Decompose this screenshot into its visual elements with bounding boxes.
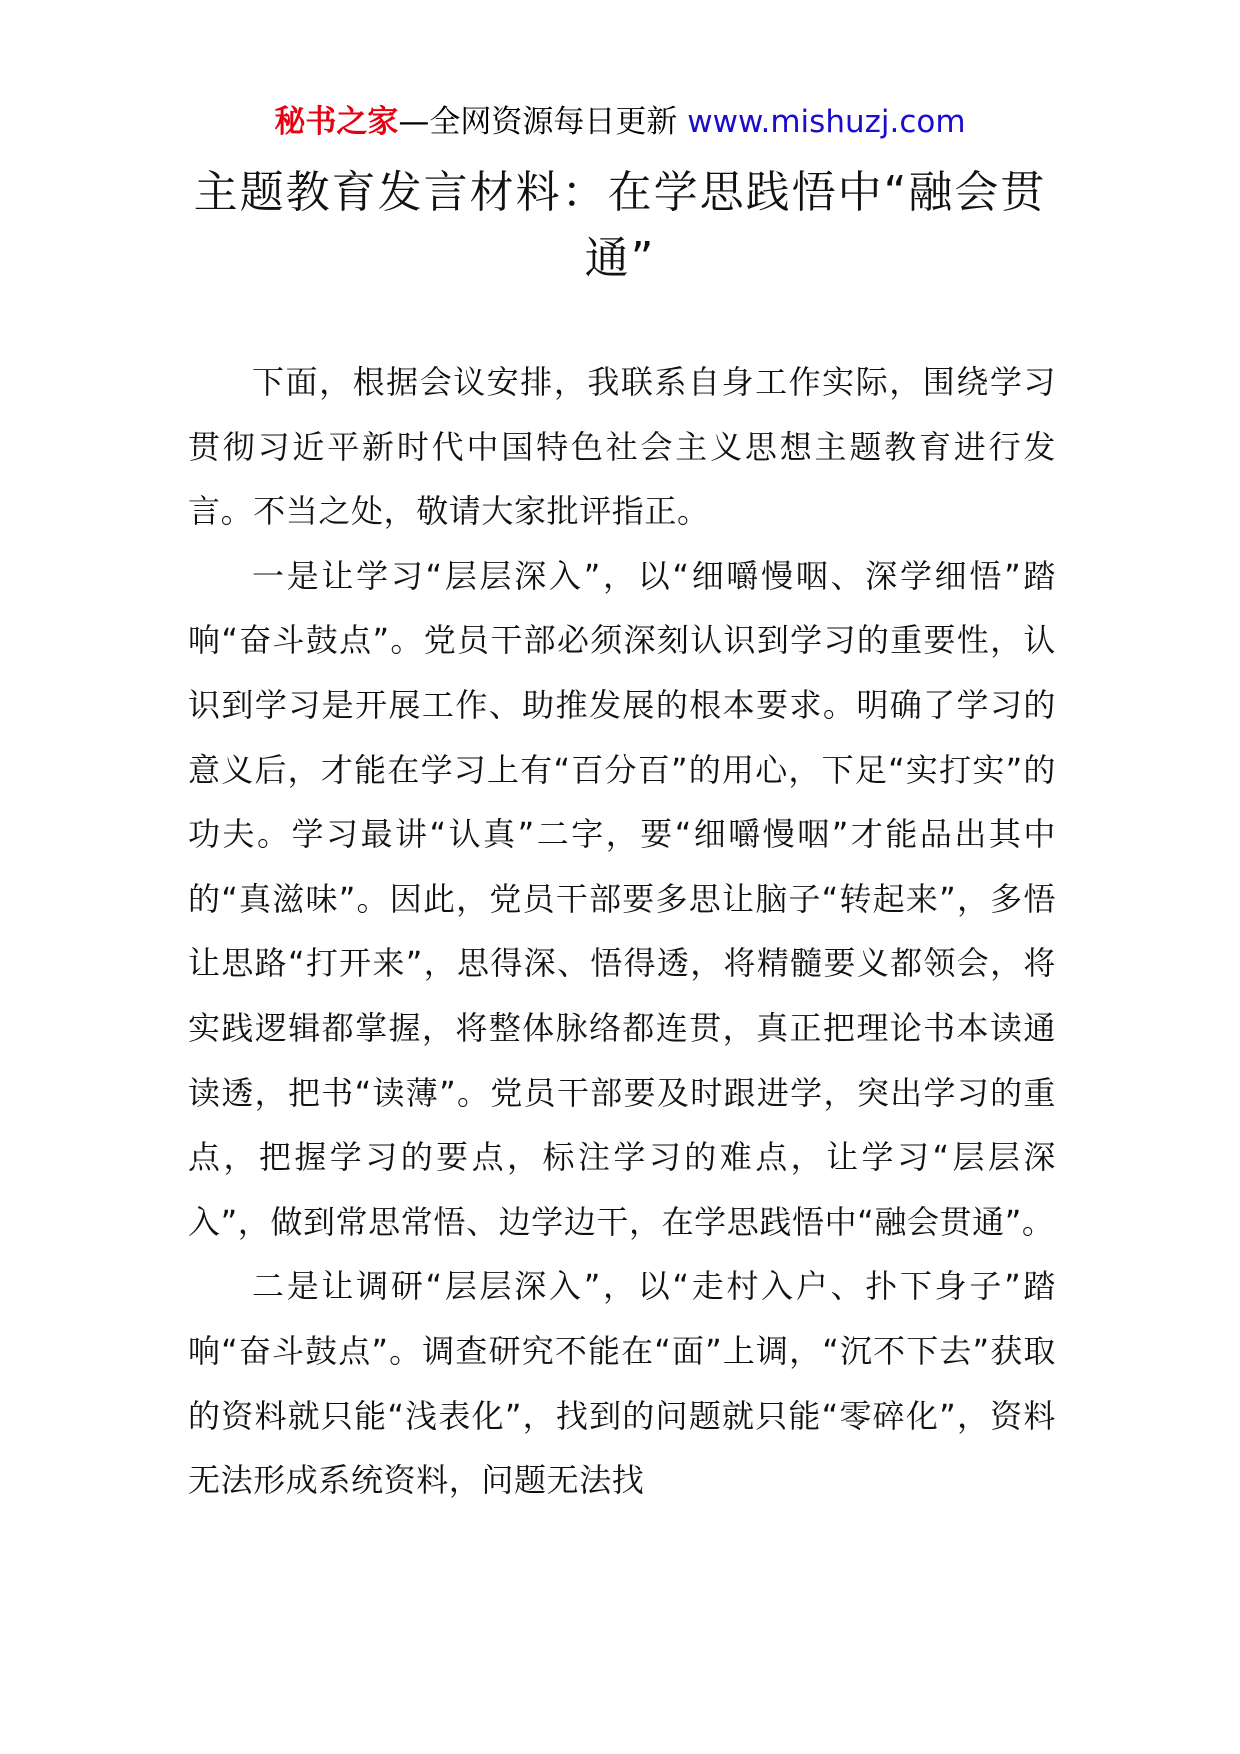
site-url-link[interactable]: www.mishuzj.com bbox=[687, 104, 966, 140]
document-title: 主题教育发言材料：在学思践悟中“融会贯通” bbox=[193, 167, 1047, 284]
paragraph-intro: 下面，根据会议安排，我联系自身工作实际，围绕学习贯彻习近平新时代中国特色社会主义思想主题教育进行发言。不当之处，敬请大家批评指正。 bbox=[188, 363, 1056, 531]
site-header bbox=[0, 100, 1240, 144]
paragraph-point-one: 一是让学习“层层深入”，以“细嚼慢咽、深学细悟”踏响“奋斗鼓点”。党员干部必须深刻认识到学习的重要性，认识到学习是开展工作、助推发展的根本要求。明确了学习的意义后，才能在学习上有“百分百”的用心，下足“实打实”的功夫。学习最讲“认真”二字，要“细嚼慢咽”才能品出其中的“真滋味”。因此，党员干部要多思让脑子“转起来”，多悟让思路“打开来”，思得深、悟得透，将精髓要义都领会，将实践逻辑都掌握，将整体脉络都连贯，真正把理论书本读通读透，把书“读薄”。党员干部要及时跟进学，突出学习的重点，把握学习的要点，标注学习的难点，让学习“层层深入”，做到常思常悟、边学边干，在学思践悟中“融会贯通”。 bbox=[188, 556, 1056, 1241]
document-body bbox=[188, 350, 1056, 1513]
brand-name: 秘书之家 bbox=[274, 104, 399, 140]
site-slogan: —全网资源每日更新 bbox=[398, 104, 678, 140]
paragraph-point-two: 二是让调研“层层深入”，以“走村入户、扑下身子”踏响“奋斗鼓点”。调查研究不能在“面”上调，“沉不下去”获取的资料就只能“浅表化”，找到的问题就只能“零碎化”，资料无法形成系统资料，问题无法找 bbox=[188, 1267, 1056, 1500]
